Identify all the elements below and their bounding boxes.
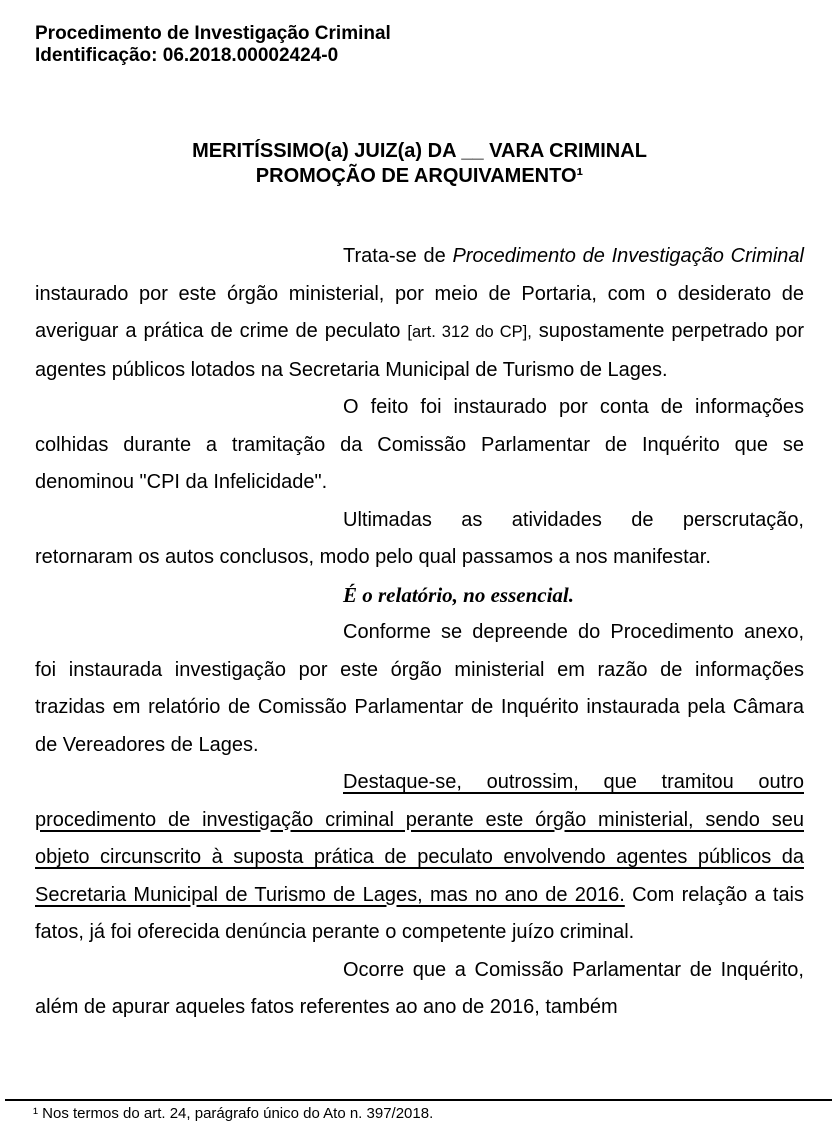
paragraph-destaque xyxy=(35,764,804,952)
footnote-text: ¹ Nos termos do art. 24, parágrafo único do Ato n. 397/2018. xyxy=(33,1105,434,1122)
paragraph-ultimadas-seg-normal: Ultimadas as atividades de perscrutação, retornaram os autos conclusos, modo pelo qual passamos a nos manifestar. xyxy=(35,508,804,568)
paragraph-trata-se-seg-normal: supostamente perpetrado por agentes públicos lotados na Secretaria Municipal de Turismo de Lages. xyxy=(35,320,805,381)
paragraph-ocorre xyxy=(35,952,804,1027)
header-identification-number: Identificação: 06.2018.00002424-0 xyxy=(35,45,339,66)
paragraph-o-feito-seg-normal: O feito foi instaurado por conta de informações colhidas durante a tramitação da Comissão Parlamentar de Inquérito que se denominou "CPI da Infelicidade". xyxy=(35,396,804,493)
paragraph-trata-se-seg-italic: Procedimento de Investigação Criminal xyxy=(452,245,804,267)
paragraph-trata-se-seg-small: [art. 312 do CP], xyxy=(407,323,532,341)
document-title xyxy=(35,139,804,189)
paragraph-relatorio-seg-normal: É o relatório, no essencial. xyxy=(343,582,575,607)
document-body xyxy=(35,238,804,1027)
paragraph-trata-se-seg-normal: instaurado por este órgão ministerial, por meio de Portaria, com o desiderato de averiguar a prática de crime de peculato xyxy=(35,282,804,342)
paragraph-ultimadas xyxy=(35,502,804,577)
paragraph-trata-se-seg-normal: Trata-se de xyxy=(343,245,453,267)
paragraph-conforme xyxy=(35,614,804,764)
title-promotion-line: PROMOÇÃO DE ARQUIVAMENTO¹ xyxy=(255,165,584,187)
paragraph-o-feito xyxy=(35,389,804,502)
paragraph-trata-se xyxy=(35,238,804,389)
paragraph-destaque-seg-normal: Com relação a tais fatos, já foi oferecida denúncia perante o competente juízo criminal. xyxy=(35,883,805,943)
footnote-separator-rule xyxy=(5,1099,832,1101)
document-header xyxy=(35,23,391,67)
paragraph-conforme-seg-normal: Conforme se depreende do Procedimento anexo, foi instaurada investigação por este órgão ministerial em razão de informações trazidas em relatório de Comissão Parlamentar de Inquérito instaurada pela Câmara de Vereadores de Lages. xyxy=(35,621,804,756)
header-procedure-type: Procedimento de Investigação Criminal xyxy=(35,23,391,44)
paragraph-destaque-seg-underline: Destaque-se, outrossim, que tramitou outro procedimento de investigação criminal perante este órgão ministerial, sendo seu objeto circunscrito à suposta prática de peculato envolvendo agentes públicos da Secretaria Municipal de Turismo de Lages, mas no ano de 2016. xyxy=(35,771,804,906)
paragraph-relatorio xyxy=(35,577,804,615)
title-addressee-line: MERITÍSSIMO(a) JUIZ(a) DA __ VARA CRIMINAL xyxy=(192,140,647,162)
paragraph-ocorre-seg-normal: Ocorre que a Comissão Parlamentar de Inquérito, além de apurar aqueles fatos referentes ao ano de 2016, também xyxy=(35,958,804,1018)
